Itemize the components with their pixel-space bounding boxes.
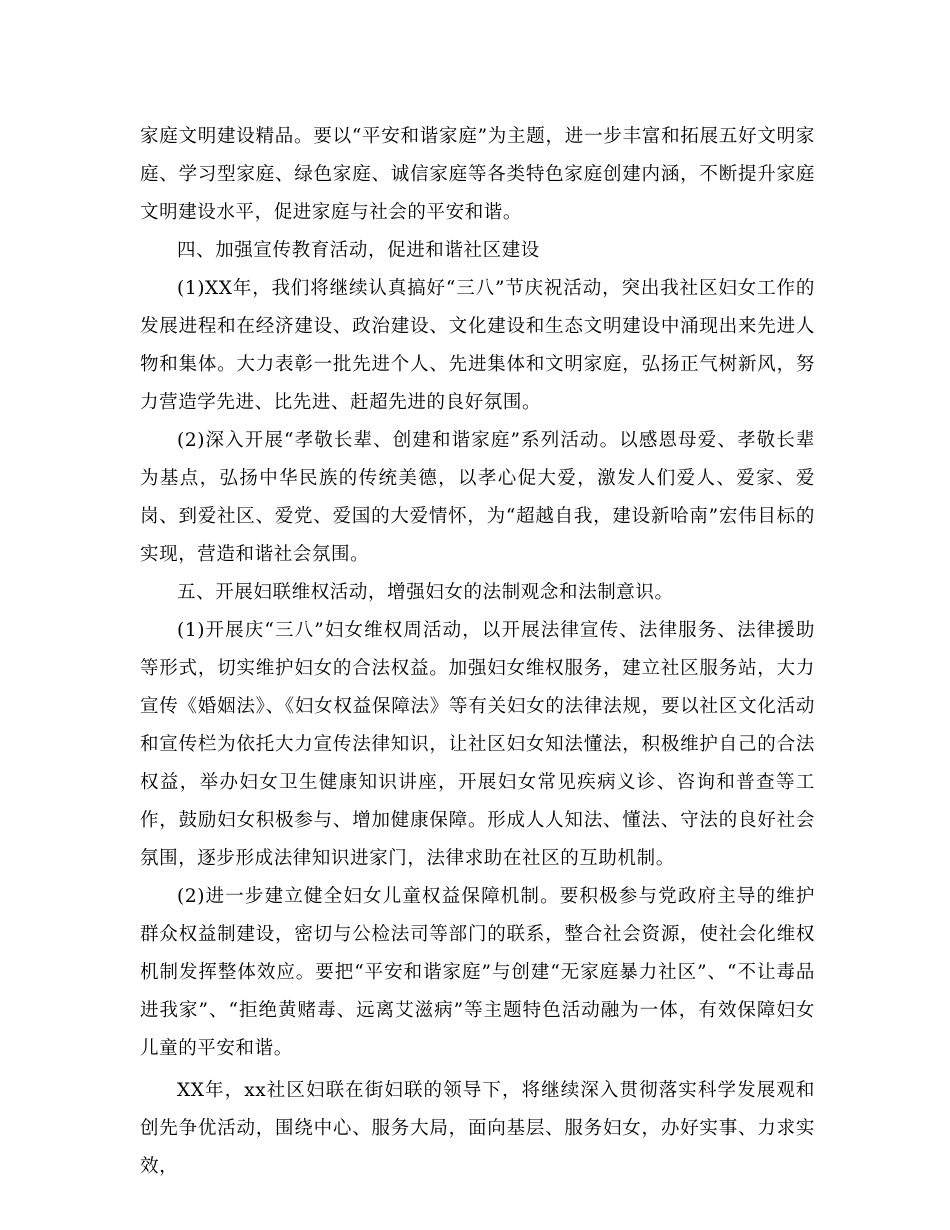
section-heading-four: 四、加强宣传教育活动，促进和谐社区建设 [177, 240, 540, 261]
paragraph-summary: XX年，xx社区妇联在街妇联的领导下，将继续深入贯彻落实科学发展观和创先争优活动，围绕中心、服务大局，面向基层、服务妇女，办好实事、力求实效， [140, 1080, 815, 1177]
paragraph-4-2: (2)深入开展“孝敬长辈、创建和谐家庭”系列活动。以感恩母爱、孝敬长辈为基点，弘扬中华民族的传统美德，以孝心促大爱，激发人们爱人、爱家、爱岗、到爱社区、爱党、爱国的大爱情怀，为“超越自我，建设新哈南”宏伟目标的实现，营造和谐社会氛围。 [140, 430, 815, 565]
paragraph-continuation: 家庭文明建设精品。要以“平安和谐家庭”为主题，进一步丰富和拓展五好文明家庭、学习型家庭、绿色家庭、诚信家庭等各类特色家庭创建内涵，不断提升家庭文明建设水平，促进家庭与社会的平安和谐。 [140, 126, 815, 223]
section-heading-five: 五、开展妇联维权活动，增强妇女的法制观念和法制意识。 [177, 582, 674, 603]
paragraph-4-1: (1)XX年，我们将继续认真搞好“三八”节庆祝活动，突出我社区妇女工作的发展进程和在经济建设、政治建设、文化建设和生态文明建设中涌现出来先进人物和集体。大力表彰一批先进个人、先进集体和文明家庭，弘扬正气树新风，努力营造学先进、比先进、赶超先进的良好氛围。 [140, 278, 815, 413]
document-body [140, 118, 815, 1186]
paragraph-5-1: (1)开展庆“三八”妇女维权周活动，以开展法律宣传、法律服务、法律援助等形式，切实维护妇女的合法权益。加强妇女维权服务，建立社区服务站，大力宣传《婚姻法》、《妇女权益保障法》等有关妇女的法律法规，要以社区文化活动和宣传栏为依托大力宣传法律知识，让社区妇女知法懂法，积极维护自己的合法权益，举办妇女卫生健康知识讲座，开展妇女常见疾病义诊、咨询和普查等工作，鼓励妇女积极参与、增加健康保障。形成人人知法、懂法、守法的良好社会氛围，逐步形成法律知识进家门，法律求助在社区的互助机制。 [140, 620, 815, 869]
paragraph-5-2: (2)进一步建立健全妇女儿童权益保障机制。要积极参与党政府主导的维护群众权益制建设，密切与公检法司等部门的联系，整合社会资源，使社会化维权机制发挥整体效应。要把“平安和谐家庭”与创建“无家庭暴力社区”、“不让毒品进我家”、“拒绝黄赌毒、远离艾滋病”等主题特色活动融为一体，有效保障妇女儿童的平安和谐。 [140, 886, 815, 1059]
